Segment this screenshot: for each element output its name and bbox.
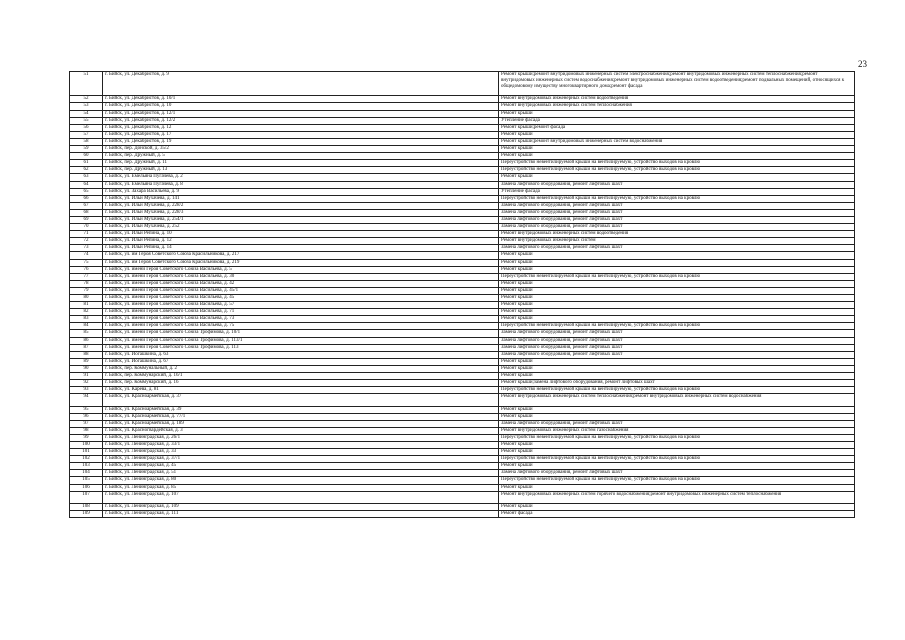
address-cell: г. Бийск, ул. имени Героя Советского Союза Васильева, д. 45/1 <box>103 287 499 294</box>
repair-schedule-table <box>69 71 855 518</box>
table-row <box>70 259 855 266</box>
row-number: 72 <box>70 238 103 245</box>
table-row <box>70 316 855 323</box>
table-row <box>70 441 855 448</box>
row-number: 103 <box>70 463 103 470</box>
work-type-cell: Ремонт крыши <box>499 365 855 372</box>
row-number: 84 <box>70 323 103 330</box>
address-cell: г. Бийск, пер. Коммунальный, д. 2 <box>103 365 499 372</box>
work-type-cell: Замена лифтового оборудования, ремонт лифтовых шахт <box>499 470 855 477</box>
work-type-cell: Замена лифтового оборудования, ремонт лифтовых шахт <box>499 420 855 427</box>
row-number: 99 <box>70 434 103 441</box>
table-row <box>70 167 855 174</box>
work-type-cell: Ремонт крыши <box>499 252 855 259</box>
address-cell: г. Бийск, ул. Ильи Репина, д. 12 <box>103 238 499 245</box>
table-row <box>70 124 855 131</box>
row-number: 61 <box>70 160 103 167</box>
table-row <box>70 280 855 287</box>
table-row <box>70 96 855 103</box>
table-row <box>70 195 855 202</box>
table-row <box>70 470 855 477</box>
row-number: 52 <box>70 96 103 103</box>
address-cell: г. Бийск, ул. Иогашкина, д. 67 <box>103 358 499 365</box>
work-type-cell: Ремонт внутридомовых инженерных систем теплоснабжения <box>499 103 855 110</box>
address-cell: г. Бийск, ул. Ленинградская, д. 111 <box>103 510 499 517</box>
address-cell: г. Бийск, ул. имени Героя Советского Союза Васильева, д. 73 <box>103 316 499 323</box>
address-cell: г. Бийск, ул. Декабристов, д. 9 <box>103 72 499 96</box>
table-row <box>70 380 855 387</box>
work-type-cell: Ремонт фасада <box>499 510 855 517</box>
table-row <box>70 110 855 117</box>
address-cell: г. Бийск, ул. Ленинградская, д. 85 <box>103 484 499 491</box>
row-number: 51 <box>70 72 103 96</box>
address-cell: г. Бийск, ул. имени Героя Советского Союза Васильева, д. 5 <box>103 266 499 273</box>
row-number: 59 <box>70 146 103 153</box>
table-row <box>70 463 855 470</box>
work-type-cell: Переустройство невентилируемой крыши на вентилируемую, устройство выходов на кровлю <box>499 434 855 441</box>
address-cell: г. Бийск, ул. имени Героя Советского Союза Васильева, д. 71 <box>103 309 499 316</box>
row-number: 95 <box>70 406 103 413</box>
row-number: 75 <box>70 259 103 266</box>
work-type-cell: Ремонт крыши <box>499 484 855 491</box>
work-type-cell: Ремонт крыши <box>499 110 855 117</box>
address-cell: г. Бийск, ул. имени Героя Советского Союза Васильева, д. 42 <box>103 280 499 287</box>
table-row <box>70 484 855 491</box>
row-number: 57 <box>70 131 103 138</box>
table-row <box>70 510 855 517</box>
work-type-cell: Замена лифтового оборудования, ремонт лифтовых шахт <box>499 245 855 252</box>
table-row <box>70 295 855 302</box>
table-row <box>70 434 855 441</box>
address-cell: г. Бийск, ул. имени Героя Советского Союза Васильева, д. 30 <box>103 273 499 280</box>
row-number: 100 <box>70 441 103 448</box>
table-row <box>70 427 855 434</box>
work-type-cell: Ремонт крыши <box>499 174 855 181</box>
table-row <box>70 365 855 372</box>
address-cell: г. Бийск, ул. Ильи Репина, д. 14 <box>103 245 499 252</box>
table-row <box>70 146 855 153</box>
address-cell: г. Бийск, ул. Декабристов, д. 10/1 <box>103 96 499 103</box>
address-cell: г. Бийск, ул. Емельяна Пугачева, д. 8 <box>103 181 499 188</box>
address-cell: г. Бийск, ул. имени Героя Советского Союза Трофимова, д. 10/1 <box>103 330 499 337</box>
address-cell: г. Бийск, ул. Ленинградская, д. 26/1 <box>103 434 499 441</box>
address-cell: г. Бийск, ул. Ленинградская, д. 33/1 <box>103 441 499 448</box>
work-type-cell: Ремонт крыши <box>499 503 855 510</box>
row-number: 105 <box>70 477 103 484</box>
row-number: 73 <box>70 245 103 252</box>
address-cell: г. Бийск, ул. Ленинградская, д. 107 <box>103 491 499 503</box>
row-number: 69 <box>70 216 103 223</box>
work-type-cell: Переустройство невентилируемой крыши на вентилируемую, устройство выходов на кровлю <box>499 456 855 463</box>
work-type-cell: Ремонт крыши <box>499 266 855 273</box>
table-row <box>70 216 855 223</box>
address-cell: г. Бийск, ул. Ильи Мухачева, д. 228/2 <box>103 202 499 209</box>
table-row <box>70 287 855 294</box>
row-number: 85 <box>70 330 103 337</box>
address-cell: г. Бийск, ул. Ленинградская, д. 80 <box>103 477 499 484</box>
address-cell: г. Бийск, ул. Ильи Мухачева, д. 252 <box>103 224 499 231</box>
work-type-cell: Замена лифтового оборудования, ремонт лифтовых шахт <box>499 202 855 209</box>
table-row <box>70 420 855 427</box>
address-cell: г. Бийск, ул. им Героя Советского Союза Красильникова, д. 219 <box>103 259 499 266</box>
work-type-cell: Ремонт внутридомовых инженерных систем водоотведения <box>499 231 855 238</box>
table-row <box>70 387 855 394</box>
work-type-cell: Ремонт крыши;замена лифтового оборудования, ремонт лифтовых шахт <box>499 380 855 387</box>
address-cell: г. Бийск, ул. Красноармейская, д. 39 <box>103 406 499 413</box>
table-row <box>70 309 855 316</box>
table-row <box>70 351 855 358</box>
work-type-cell: Ремонт крыши <box>499 302 855 309</box>
table-row <box>70 406 855 413</box>
row-number: 56 <box>70 124 103 131</box>
row-number: 60 <box>70 153 103 160</box>
work-type-cell: Ремонт внутридомовых инженерных систем газоснабжения <box>499 427 855 434</box>
address-cell: г. Бийск, пер. Дружный, д. 11 <box>103 160 499 167</box>
work-type-cell: Ремонт крыши <box>499 259 855 266</box>
address-cell: г. Бийск, ул. Ильи Репина, д. 10 <box>103 231 499 238</box>
work-type-cell: Переустройство невентилируемой крыши на вентилируемую, устройство выходов на кровлю <box>499 273 855 280</box>
address-cell: г. Бийск, ул. Декабристов, д. 19 <box>103 138 499 145</box>
table-row <box>70 456 855 463</box>
row-number: 66 <box>70 195 103 202</box>
table-row <box>70 245 855 252</box>
work-type-cell: Ремонт крыши <box>499 406 855 413</box>
address-cell: г. Бийск, ул. Иогашкина, д. 63 <box>103 351 499 358</box>
work-type-cell: Ремонт крыши <box>499 449 855 456</box>
address-cell: г. Бийск, ул. Ленинградская, д. 37/1 <box>103 456 499 463</box>
work-type-cell: Ремонт крыши <box>499 280 855 287</box>
address-cell: г. Бийск, ул. Ленинградская, д. 33 <box>103 449 499 456</box>
table-row <box>70 323 855 330</box>
table-row <box>70 174 855 181</box>
row-number: 91 <box>70 373 103 380</box>
work-type-cell: Ремонт внутридомовых инженерных систем горячего водоснабжения;ремонт внутридомовых инженерных систем теплоснабжения <box>499 491 855 503</box>
address-cell: г. Бийск, ул. Ильи Мухачева, д. 141 <box>103 195 499 202</box>
work-type-cell: Ремонт крыши <box>499 295 855 302</box>
row-number: 64 <box>70 181 103 188</box>
work-type-cell: Переустройство невентилируемой крыши на вентилируемую, устройство выходов на кровлю <box>499 323 855 330</box>
work-type-cell: Замена лифтового оборудования, ремонт лифтовых шахт <box>499 181 855 188</box>
work-type-cell: Ремонт крыши <box>499 373 855 380</box>
table-row <box>70 266 855 273</box>
table-row <box>70 103 855 110</box>
work-type-cell: Ремонт крыши <box>499 316 855 323</box>
row-number: 68 <box>70 209 103 216</box>
row-number: 108 <box>70 503 103 510</box>
address-cell: г. Бийск, ул. Красноармейская, д. 37 <box>103 394 499 406</box>
row-number: 63 <box>70 174 103 181</box>
row-number: 54 <box>70 110 103 117</box>
address-cell: г. Бийск, ул. Декабристов, д. 17 <box>103 131 499 138</box>
work-type-cell: Ремонт крыши <box>499 309 855 316</box>
row-number: 70 <box>70 224 103 231</box>
table-row <box>70 330 855 337</box>
table-row <box>70 181 855 188</box>
row-number: 83 <box>70 316 103 323</box>
table-row <box>70 252 855 259</box>
row-number: 104 <box>70 470 103 477</box>
address-cell: г. Бийск, ул. имени Героя Советского Союза Васильева, д. 75 <box>103 323 499 330</box>
address-cell: г. Бийск, ул. Карева, д. 81 <box>103 387 499 394</box>
work-type-cell: Замена лифтового оборудования, ремонт лифтовых шахт <box>499 351 855 358</box>
row-number: 65 <box>70 188 103 195</box>
table-row <box>70 491 855 503</box>
table-row <box>70 344 855 351</box>
row-number: 62 <box>70 167 103 174</box>
work-type-cell: Ремонт крыши;ремонт внутридомовых инженерных систем электроснабжения;ремонт внутридомовых инженерных систем теплоснабжения;ремонт внутридомовых инженерных систем водоснабжения;ремонт внутридомовых инженерных систем водоотведения;ремонт подвальных помещений, относящихся к общедомовому имуществу многоквартирного дома;ремонт фасада <box>499 72 855 96</box>
address-cell: г. Бийск, ул. Декабристов, д. 12/2 <box>103 117 499 124</box>
address-cell: г. Бийск, ул. Захара Васильева, д. 9 <box>103 188 499 195</box>
work-type-cell: Ремонт крыши;ремонт фасада <box>499 124 855 131</box>
work-type-cell: Ремонт крыши <box>499 358 855 365</box>
table-row <box>70 188 855 195</box>
address-cell: г. Бийск, ул. Ленинградская, д. 109 <box>103 503 499 510</box>
work-type-cell: Ремонт крыши;ремонт внутридомовых инженерных систем водоснабжения <box>499 138 855 145</box>
row-number: 92 <box>70 380 103 387</box>
address-cell: г. Бийск, ул. имени Героя Советского Союза Васильева, д. 57 <box>103 302 499 309</box>
work-type-cell: Ремонт крыши <box>499 463 855 470</box>
row-number: 97 <box>70 420 103 427</box>
table-row <box>70 449 855 456</box>
row-number: 55 <box>70 117 103 124</box>
table-row <box>70 503 855 510</box>
address-cell: г. Бийск, ул. Декабристов, д. 12 <box>103 124 499 131</box>
work-type-cell: Замена лифтового оборудования, ремонт лифтовых шахт <box>499 337 855 344</box>
table-body <box>70 72 855 518</box>
row-number: 53 <box>70 103 103 110</box>
row-number: 109 <box>70 510 103 517</box>
address-cell: г. Бийск, пер. Донской, д. 35/2 <box>103 146 499 153</box>
work-type-cell: Переустройство невентилируемой крыши на вентилируемую, устройство выходов на кровлю <box>499 477 855 484</box>
page-number: 23 <box>858 59 867 69</box>
work-type-cell: Утепление фасада <box>499 117 855 124</box>
table-row <box>70 231 855 238</box>
table-row <box>70 131 855 138</box>
table-row <box>70 117 855 124</box>
address-cell: г. Бийск, ул. Ленинградская, д. 51 <box>103 470 499 477</box>
address-cell: г. Бийск, ул. имени Героя Советского Союза Трофимова, д. 113 <box>103 344 499 351</box>
address-cell: г. Бийск, пер. Коммунарский, д. 16 <box>103 380 499 387</box>
address-cell: г. Бийск, ул. Красногвардейская, д. 3 <box>103 427 499 434</box>
table-row <box>70 413 855 420</box>
row-number: 88 <box>70 351 103 358</box>
work-type-cell: Переустройство невентилируемой крыши на вентилируемую, устройство выходов на кровлю <box>499 167 855 174</box>
address-cell: г. Бийск, ул. им Героя Советского Союза Красильникова, д. 217 <box>103 252 499 259</box>
row-number: 76 <box>70 266 103 273</box>
work-type-cell: Замена лифтового оборудования, ремонт лифтовых шахт <box>499 209 855 216</box>
row-number: 96 <box>70 413 103 420</box>
row-number: 87 <box>70 344 103 351</box>
table-row <box>70 224 855 231</box>
address-cell: г. Бийск, пер. Дружный, д. 13 <box>103 167 499 174</box>
work-type-cell: Ремонт крыши <box>499 441 855 448</box>
table-row <box>70 138 855 145</box>
row-number: 82 <box>70 309 103 316</box>
table-row <box>70 72 855 96</box>
address-cell: г. Бийск, ул. имени Героя Советского Союза Васильева, д. 45 <box>103 295 499 302</box>
row-number: 89 <box>70 358 103 365</box>
row-number: 107 <box>70 491 103 503</box>
row-number: 98 <box>70 427 103 434</box>
work-type-cell: Ремонт крыши <box>499 153 855 160</box>
work-type-cell: Замена лифтового оборудования, ремонт лифтовых шахт <box>499 344 855 351</box>
row-number: 79 <box>70 287 103 294</box>
address-cell: г. Бийск, ул. Емельяна Пугачева, д. 2 <box>103 174 499 181</box>
row-number: 93 <box>70 387 103 394</box>
address-cell: г. Бийск, пер. Дружный, д. 5 <box>103 153 499 160</box>
row-number: 102 <box>70 456 103 463</box>
work-type-cell: Ремонт внутридомовых инженерных систем <box>499 238 855 245</box>
row-number: 81 <box>70 302 103 309</box>
row-number: 90 <box>70 365 103 372</box>
address-cell: г. Бийск, ул. Красноармейская, д. 189 <box>103 420 499 427</box>
table-row <box>70 373 855 380</box>
table-row <box>70 394 855 406</box>
work-type-cell: Ремонт крыши <box>499 287 855 294</box>
work-type-cell: Ремонт внутридомовых инженерных систем водоотведения <box>499 96 855 103</box>
row-number: 77 <box>70 273 103 280</box>
work-type-cell: Переустройство невентилируемой крыши на вентилируемую, устройство выходов на кровлю <box>499 160 855 167</box>
table-row <box>70 477 855 484</box>
address-cell: г. Бийск, ул. Ильи Мухачева, д. 228/3 <box>103 209 499 216</box>
row-number: 80 <box>70 295 103 302</box>
work-type-cell: Переустройство невентилируемой крыши на вентилируемую, устройство выходов на кровлю <box>499 195 855 202</box>
address-cell: г. Бийск, ул. Декабристов, д. 10 <box>103 103 499 110</box>
work-type-cell: Переустройство невентилируемой крыши на вентилируемую, устройство выходов на кровлю <box>499 387 855 394</box>
work-type-cell: Ремонт крыши <box>499 131 855 138</box>
work-type-cell: Утепление фасада <box>499 188 855 195</box>
address-cell: г. Бийск, ул. Декабристов, д. 12/1 <box>103 110 499 117</box>
row-number: 58 <box>70 138 103 145</box>
work-type-cell: Замена лифтового оборудования, ремонт лифтовых шахт <box>499 216 855 223</box>
row-number: 74 <box>70 252 103 259</box>
address-cell: г. Бийск, ул. Ильи Мухачева, д. 254/1 <box>103 216 499 223</box>
table-row <box>70 337 855 344</box>
table-row <box>70 153 855 160</box>
row-number: 78 <box>70 280 103 287</box>
work-type-cell: Замена лифтового оборудования, ремонт лифтовых шахт <box>499 224 855 231</box>
table-row <box>70 209 855 216</box>
table-row <box>70 202 855 209</box>
table-row <box>70 302 855 309</box>
table-row <box>70 358 855 365</box>
table-row <box>70 238 855 245</box>
row-number: 71 <box>70 231 103 238</box>
address-cell: г. Бийск, пер. Коммунарский, д. 16/1 <box>103 373 499 380</box>
address-cell: г. Бийск, ул. Красноармейская, д. 77/1 <box>103 413 499 420</box>
work-type-cell: Замена лифтового оборудования, ремонт лифтовых шахт <box>499 330 855 337</box>
address-cell: г. Бийск, ул. имени Героя Советского Союза Трофимова, д. 113/1 <box>103 337 499 344</box>
row-number: 106 <box>70 484 103 491</box>
address-cell: г. Бийск, ул. Ленинградская, д. 45 <box>103 463 499 470</box>
row-number: 101 <box>70 449 103 456</box>
row-number: 94 <box>70 394 103 406</box>
table-row <box>70 160 855 167</box>
row-number: 86 <box>70 337 103 344</box>
work-type-cell: Ремонт крыши <box>499 413 855 420</box>
work-type-cell: Ремонт крыши <box>499 146 855 153</box>
row-number: 67 <box>70 202 103 209</box>
table-row <box>70 273 855 280</box>
work-type-cell: Ремонт внутридомовых инженерных систем теплоснабжения;ремонт внутридомовых инженерных систем водоснабжения <box>499 394 855 406</box>
